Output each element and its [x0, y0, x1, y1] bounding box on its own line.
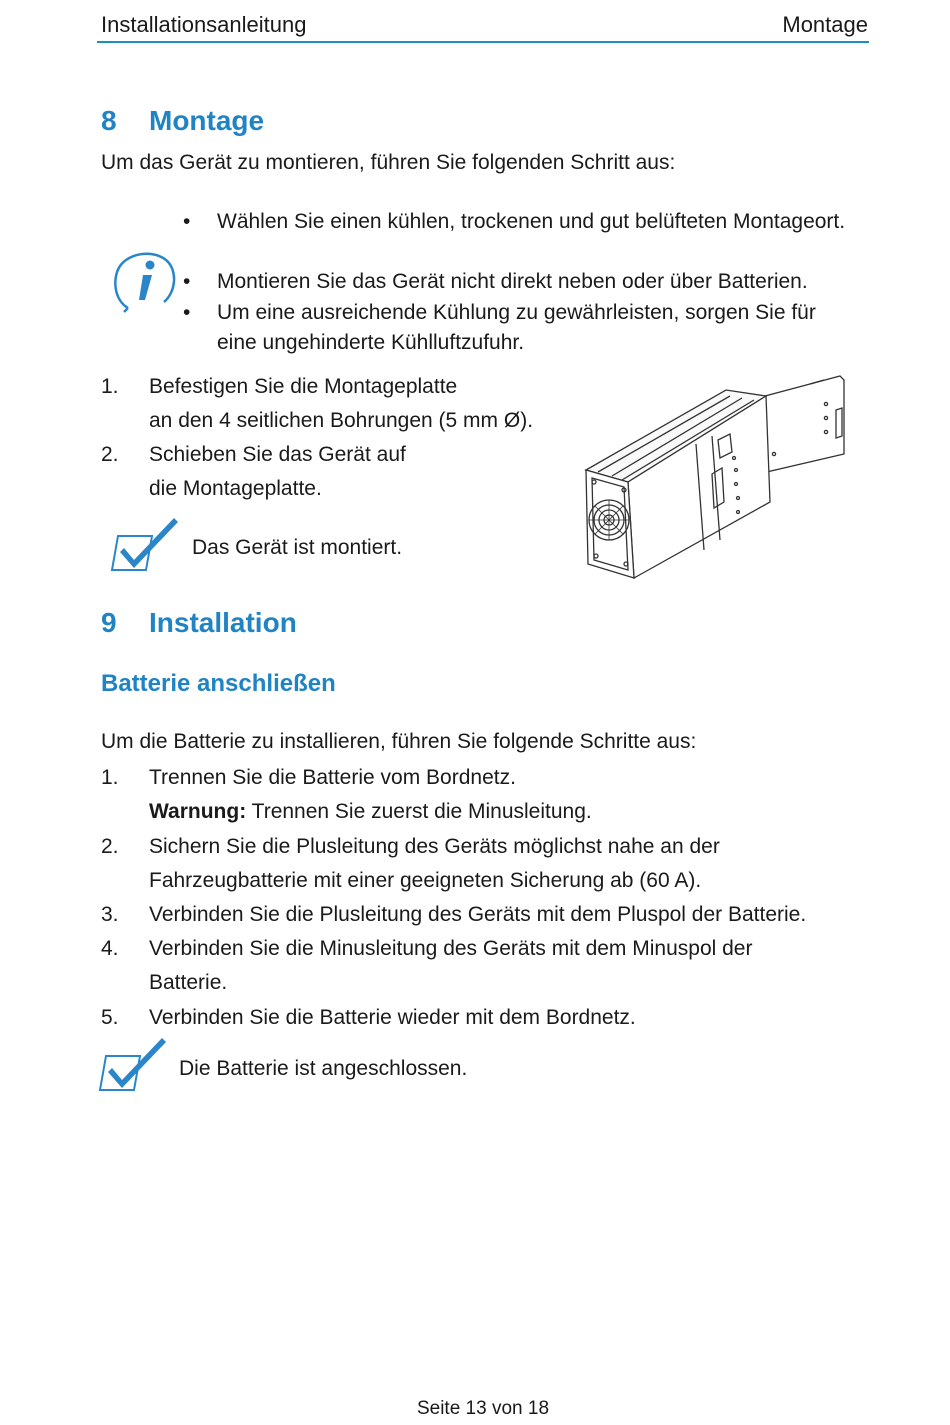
step-text: Schieben Sie das Gerät auf	[149, 443, 406, 466]
checkmark-icon	[98, 1034, 170, 1092]
bullet-text: Um eine ausreichende Kühlung zu gewährleisten, sorgen Sie für eine ungehinderte Kühlluftzufuhr.	[217, 301, 816, 354]
step-text: Verbinden Sie die Minusleitung des Geräts mit dem Minuspol der	[149, 937, 753, 960]
subsection-heading: Batterie anschließen	[101, 670, 336, 697]
section-9-intro: Um die Batterie zu installieren, führen Sie folgende Schritte aus:	[101, 730, 697, 753]
section-8-heading	[101, 104, 501, 138]
bullet-dot: •	[183, 210, 191, 233]
list-item	[101, 438, 601, 506]
list-item	[101, 830, 861, 898]
step-text-line2: die Montageplatte.	[149, 477, 322, 500]
step-number: 1.	[101, 375, 119, 398]
list-item	[101, 761, 861, 829]
page-number: Seite 13 von 18	[416, 1398, 550, 1419]
step-number: 5.	[101, 1006, 119, 1029]
header-chapter: Montage	[782, 12, 868, 37]
step-text-line2: an den 4 seitlichen Bohrungen (5 mm Ø).	[149, 409, 534, 432]
bullet-item	[183, 267, 883, 297]
section-9-heading	[101, 606, 501, 640]
step-text: Trennen Sie die Batterie vom Bordnetz.	[149, 766, 516, 789]
header-doc-title: Installationsanleitung	[101, 12, 307, 37]
step-number: 1.	[101, 766, 119, 789]
bullet-item	[183, 207, 883, 267]
step-number: 2.	[101, 443, 119, 466]
result-text: Die Batterie ist angeschlossen.	[179, 1057, 468, 1080]
section-number: 9	[101, 607, 117, 638]
step-text-line2: Batterie.	[149, 971, 228, 994]
device-mounting-illustration	[578, 374, 852, 582]
section-title: Installation	[149, 607, 297, 638]
bullet-dot: •	[183, 301, 191, 324]
warning-line	[149, 795, 592, 829]
bullet-dot: •	[183, 270, 191, 293]
step-text: Sichern Sie die Plusleitung des Geräts möglichst nahe an der	[149, 835, 720, 858]
list-item	[101, 932, 861, 1000]
list-item	[101, 1001, 861, 1035]
checkmark-icon	[110, 514, 182, 572]
warning-label: Warnung:	[149, 800, 247, 823]
bullet-text: Montieren Sie das Gerät nicht direkt neben oder über Batterien.	[217, 270, 808, 293]
info-icon	[110, 248, 180, 314]
bullet-item	[183, 298, 883, 358]
step-text: Verbinden Sie die Plusleitung des Geräts mit dem Pluspol der Batterie.	[149, 903, 807, 926]
step-text-line2: Fahrzeugbatterie mit einer geeigneten Sicherung ab (60 A).	[149, 869, 702, 892]
step-number: 3.	[101, 903, 119, 926]
bullet-text: Wählen Sie einen kühlen, trockenen und gut belüfteten Montageort.	[217, 210, 846, 233]
list-item	[101, 370, 601, 438]
step-text: Verbinden Sie die Batterie wieder mit dem Bordnetz.	[149, 1006, 636, 1029]
warning-text: Trennen Sie zuerst die Minusleitung.	[246, 800, 592, 823]
result-text: Das Gerät ist montiert.	[192, 536, 403, 559]
header-rule	[97, 41, 869, 43]
section-number: 8	[101, 105, 117, 136]
step-text: Befestigen Sie die Montageplatte	[149, 375, 458, 398]
section-8-intro: Um das Gerät zu montieren, führen Sie folgenden Schritt aus:	[101, 151, 676, 174]
list-item	[101, 898, 861, 932]
section-title: Montage	[149, 105, 265, 136]
step-number: 4.	[101, 937, 119, 960]
step-number: 2.	[101, 835, 119, 858]
